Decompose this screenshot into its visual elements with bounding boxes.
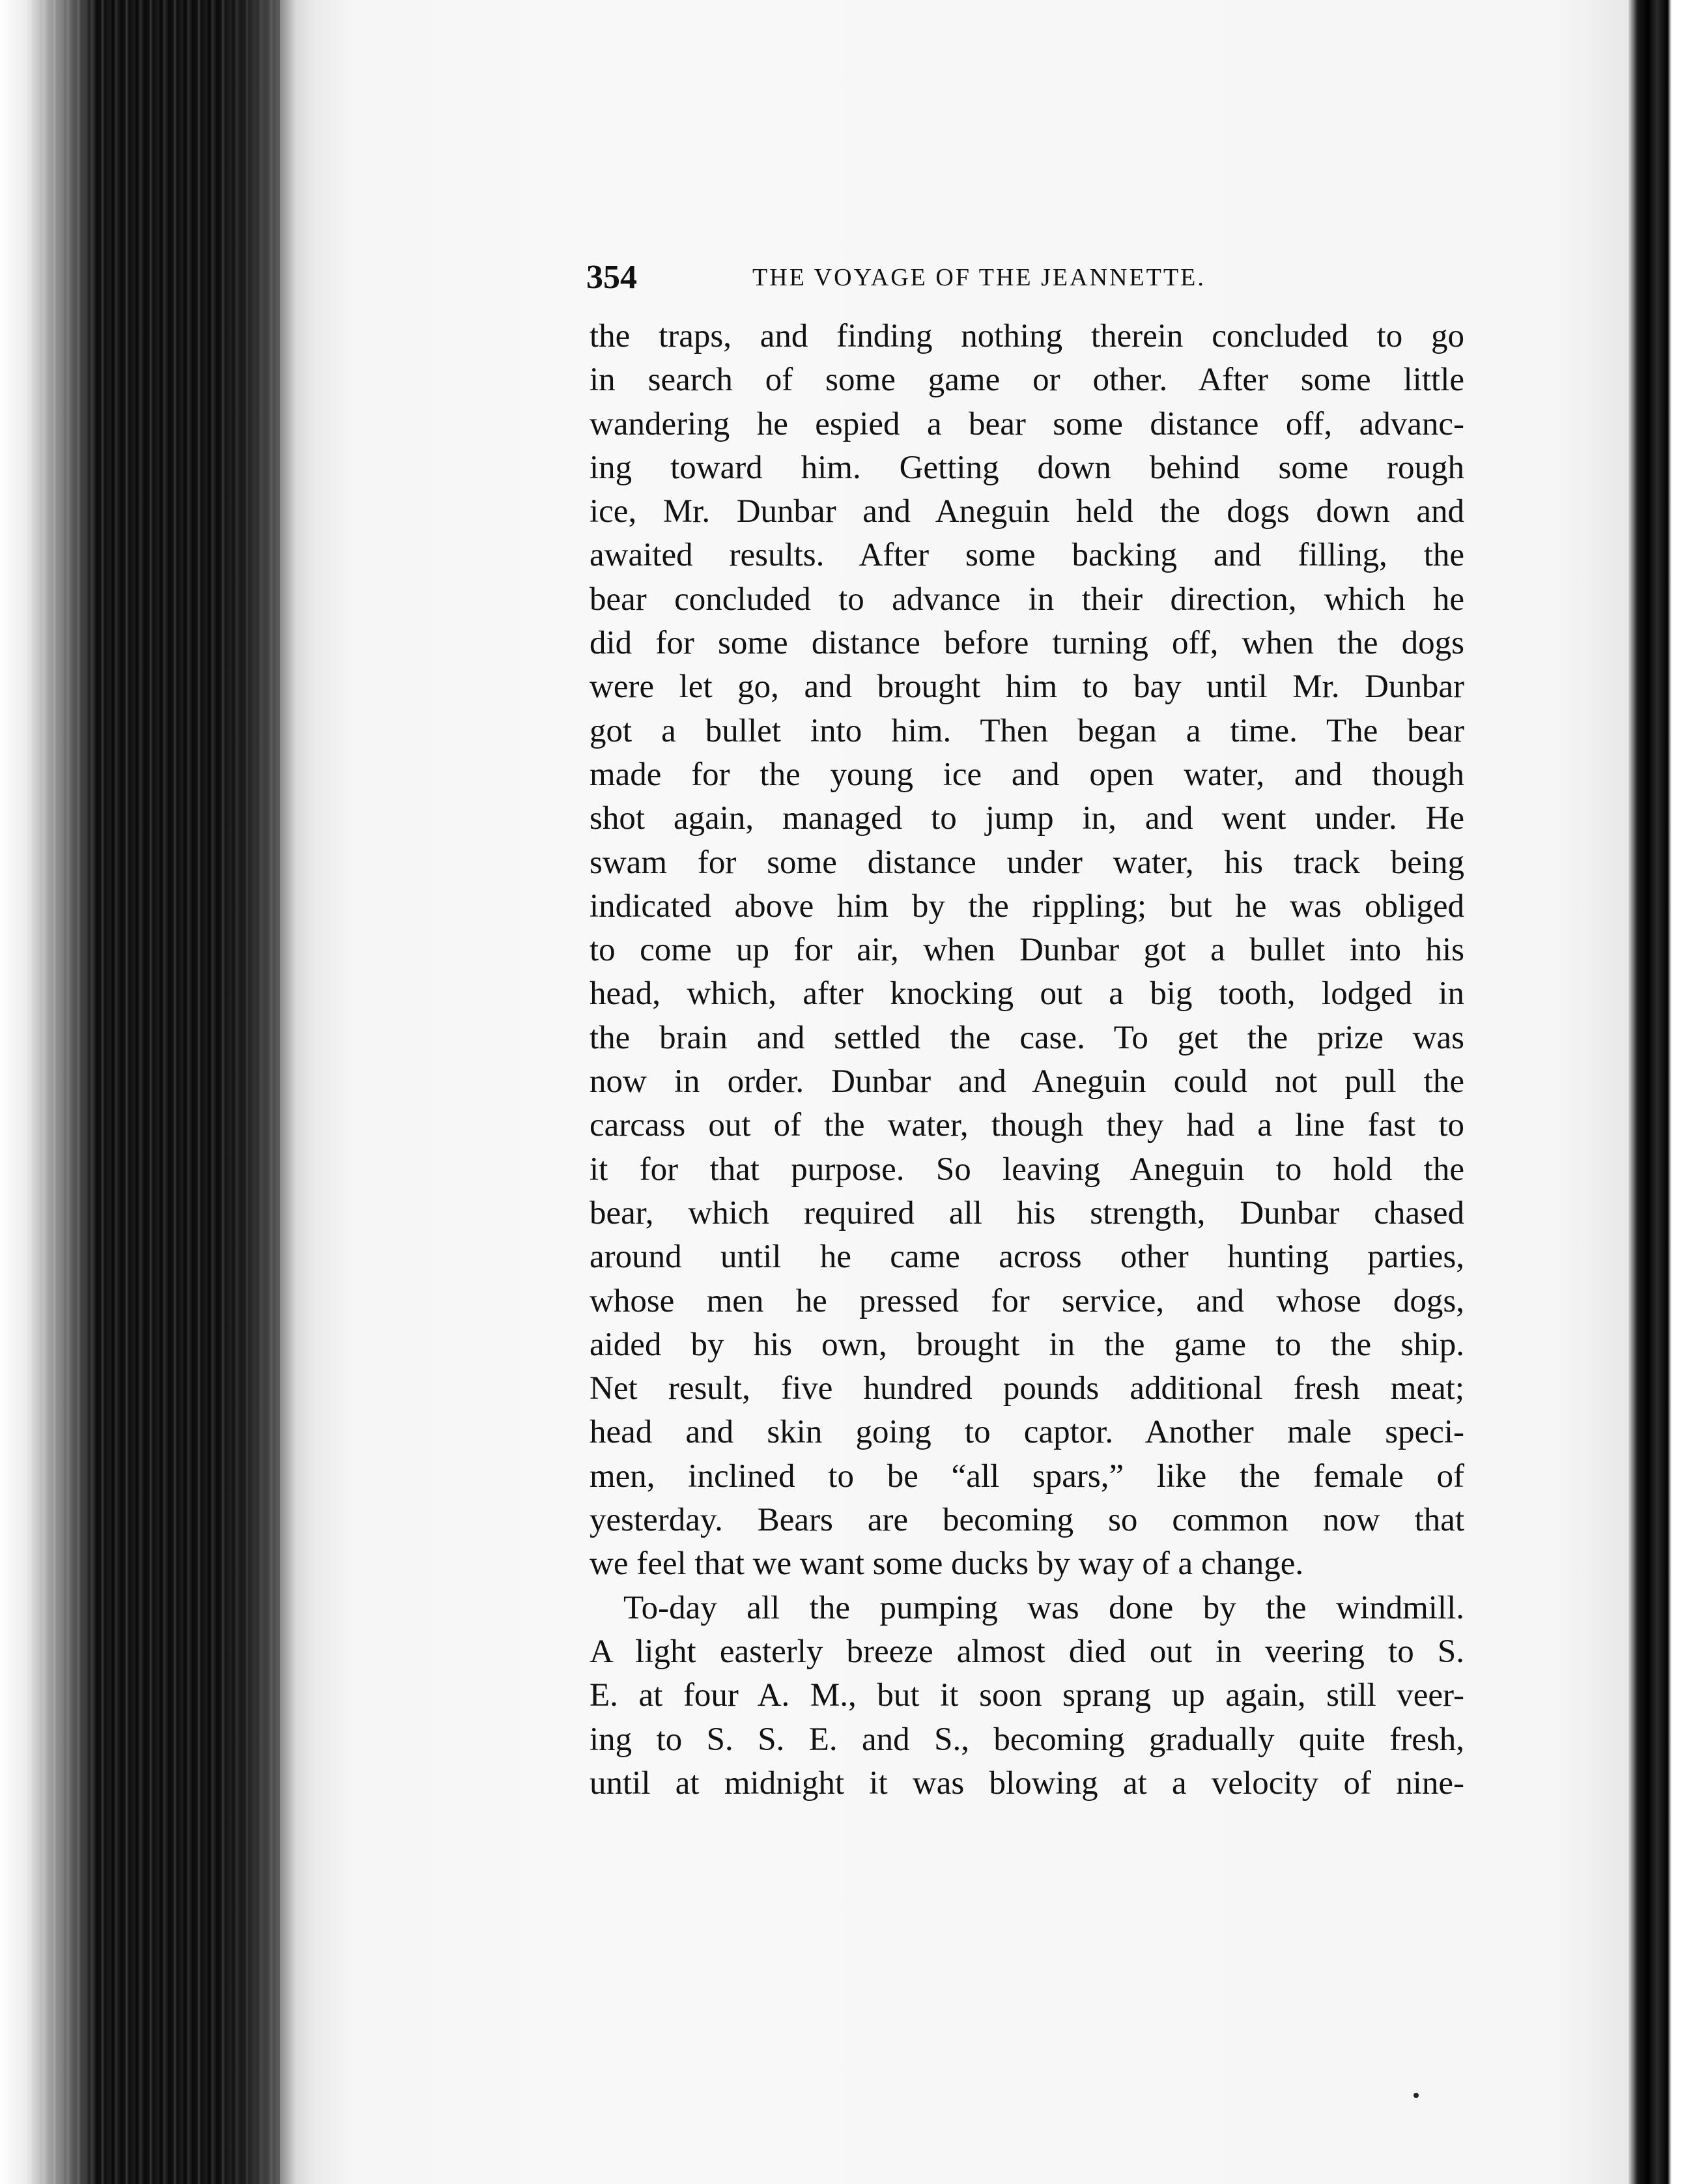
- facing-page-edge: [1628, 0, 1691, 2184]
- text-line: Net result, five hundred pounds additional fresh meat;: [590, 1370, 1464, 1407]
- text-line: did for some distance before turning off, when the dogs: [590, 625, 1464, 662]
- running-head: THE VOYAGE OF THE JEANNETTE.: [752, 264, 1206, 291]
- text-line: bear concluded to advance in their direction, which he: [590, 581, 1464, 618]
- body-text: [590, 315, 1464, 1805]
- text-line: E. at four A. M., but it soon sprang up again, still veer-: [590, 1677, 1464, 1714]
- text-line: To-day all the pumping was done by the windmill.: [623, 1589, 1464, 1626]
- paragraph: [590, 1587, 1464, 1805]
- text-line: got a bullet into him. Then began a time. The bear: [590, 712, 1464, 749]
- text-line: the brain and settled the case. To get the prize was: [590, 1019, 1464, 1056]
- ink-speck: [1414, 2093, 1419, 2098]
- text-line: the traps, and finding nothing therein concluded to go: [590, 318, 1464, 354]
- text-line: ing to S. S. E. and S., becoming gradually quite fresh,: [590, 1721, 1464, 1758]
- paragraph: [590, 315, 1464, 1587]
- text-line: carcass out of the water, though they had a line fast to: [590, 1107, 1464, 1144]
- page-number: 354: [586, 259, 637, 296]
- text-line: it for that purpose. So leaving Aneguin to hold the: [590, 1151, 1464, 1188]
- spine-shading: [0, 0, 300, 2184]
- text-line: ice, Mr. Dunbar and Aneguin held the dogs down and: [590, 493, 1464, 530]
- text-line: A light easterly breeze almost died out in veering to S.: [590, 1633, 1464, 1670]
- text-line: indicated above him by the rippling; but he was obliged: [590, 887, 1464, 925]
- text-line: until at midnight it was blowing at a velocity of nine-: [590, 1764, 1464, 1802]
- text-line: head, which, after knocking out a big tooth, lodged in: [590, 975, 1464, 1013]
- text-line: aided by his own, brought in the game to the ship.: [590, 1326, 1464, 1363]
- text-line: awaited results. After some backing and filling, the: [590, 537, 1464, 574]
- text-line: now in order. Dunbar and Aneguin could not pull the: [590, 1063, 1464, 1100]
- text-line: around until he came across other hunting parties,: [590, 1239, 1464, 1276]
- text-line: made for the young ice and open water, and though: [590, 756, 1464, 793]
- page-gutter: [280, 0, 319, 2184]
- text-line: in search of some game or other. After some little: [590, 362, 1464, 399]
- text-line: swam for some distance under water, his track being: [590, 844, 1464, 881]
- text-line: head and skin going to captor. Another male speci-: [590, 1414, 1464, 1451]
- text-line: whose men he pressed for service, and whose dogs,: [590, 1282, 1464, 1319]
- text-line: to come up for air, when Dunbar got a bullet into his: [590, 932, 1464, 969]
- text-line: bear, which required all his strength, Dunbar chased: [590, 1194, 1464, 1231]
- text-line: wandering he espied a bear some distance off, advanc-: [590, 405, 1464, 442]
- text-line: shot again, managed to jump in, and went under. He: [590, 800, 1464, 837]
- text-line: were let go, and brought him to bay until Mr. Dunbar: [590, 668, 1464, 706]
- text-line: yesterday. Bears are becoming so common now that: [590, 1502, 1464, 1539]
- text-line: ing toward him. Getting down behind some rough: [590, 449, 1464, 486]
- text-line: men, inclined to be “all spars,” like the female of: [590, 1458, 1464, 1495]
- text-line: we feel that we want some ducks by way of a change.: [590, 1545, 1304, 1583]
- page-header: [586, 251, 1466, 304]
